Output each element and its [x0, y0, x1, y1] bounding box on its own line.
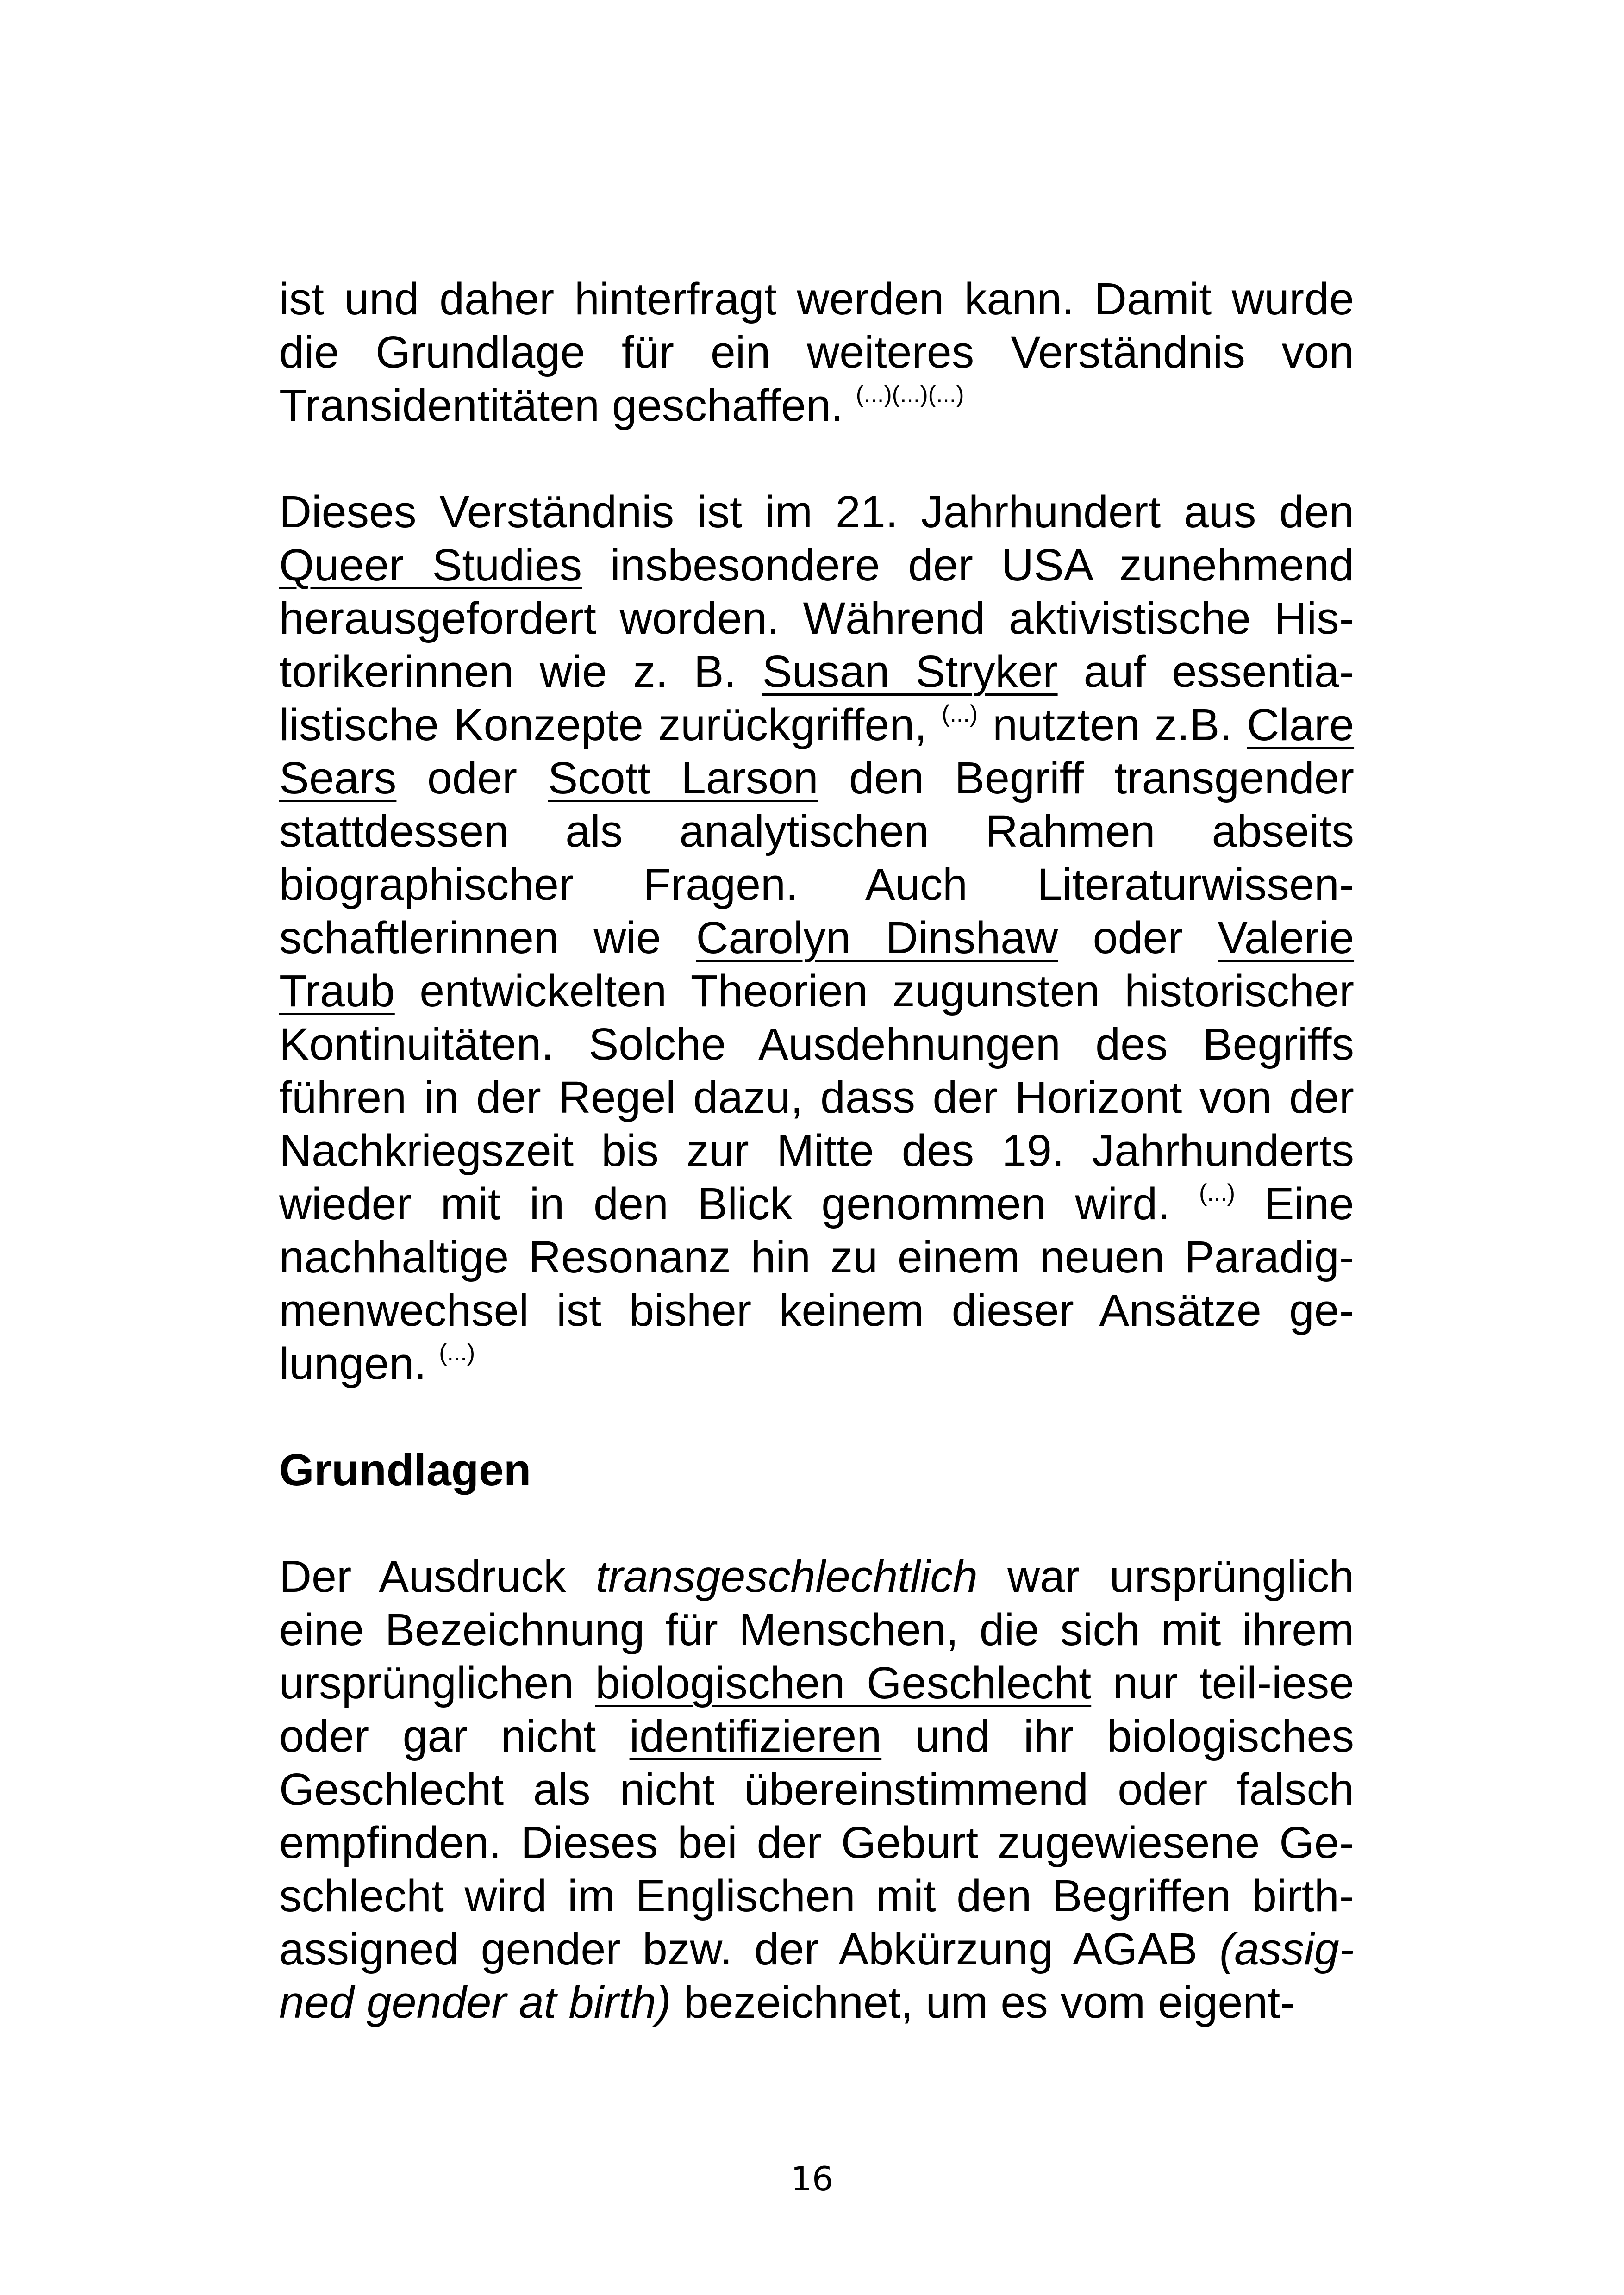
text: war ursprünglich eine Bezeichnung für Menschen, die sich mit ihrem ursprünglichen	[279, 1551, 1355, 1708]
page-content	[279, 272, 1354, 2029]
paragraph-queer-studies	[279, 485, 1354, 1390]
text: Eine nachhaltige Resonanz hin zu einem neuen Paradigmenwechsel ist bisher keinem dieser Ansätze gelungen.	[279, 1179, 1354, 1389]
text: nur teil-iese oder gar nicht	[279, 1658, 1355, 1761]
link-queer-studies[interactable]: Queer Studies	[279, 540, 582, 590]
emphasis-term: transgeschlechtlich	[595, 1551, 978, 1602]
link-carolyn-dinshaw[interactable]: Carolyn Dinshaw	[696, 912, 1058, 963]
emphasis-term: (assigned gender at birth)	[279, 1924, 1354, 2027]
text: insbesondere der USA zunehmend herausgefordert worden. Während aktivistische Historikerinnen wie z. B.	[279, 540, 1354, 697]
link-susan-stryker[interactable]: Susan Stryker	[762, 646, 1058, 697]
paragraph-grundlagen	[279, 1550, 1354, 2029]
text: Dieses Verständnis ist im 21. Jahrhundert aus den	[279, 486, 1354, 537]
text: oder	[1093, 912, 1183, 963]
omission-marker: (...)	[856, 381, 892, 408]
omission-marker: (...)	[1199, 1179, 1236, 1206]
link-biologisches-geschlecht[interactable]: biologischen Geschlecht	[595, 1658, 1092, 1708]
text: den Begriff transgender stattdessen als analytischen Rahmen abseits biographischer Fragen. Auch Literaturwissenschaftlerinnen wie	[279, 753, 1355, 963]
paragraph-spacer	[279, 1497, 1354, 1550]
text: nutzten z.B.	[993, 699, 1232, 750]
text: oder	[427, 753, 518, 803]
text: auf essentialistische Konzepte zurückgriffen,	[279, 646, 1355, 750]
page-number: 16	[791, 2159, 833, 2198]
link-identifizieren[interactable]: identifizieren	[629, 1711, 882, 1761]
omission-marker: (...)	[439, 1339, 475, 1366]
paragraph-intro	[279, 272, 1354, 432]
text: Der Ausdruck	[279, 1551, 566, 1602]
text: ist und daher hinterfragt werden kann. Damit wurde die Grundlage für ein weiteres Verständnis von Transidentitäten geschaffen.	[279, 274, 1354, 430]
link-clare-sears[interactable]: Clare Sears	[279, 699, 1355, 803]
link-valerie-traub[interactable]: Valerie Traub	[279, 912, 1355, 1016]
text: bezeichnet, um es vom eigent-	[683, 1977, 1295, 2027]
paragraph-spacer	[279, 1390, 1354, 1443]
paragraph-spacer	[279, 432, 1354, 485]
link-scott-larson[interactable]: Scott Larson	[548, 753, 818, 803]
text: entwickelten Theorien zugunsten historischer Kontinuitäten. Solche Ausdehnungen des Begriffs führen in der Regel dazu, dass der Horizont von der Nachkriegszeit bis zur Mitte des 19. Jahrhunderts wieder mit in den Blick genommen wird.	[279, 966, 1355, 1229]
section-heading: Grundlagen	[279, 1445, 531, 1495]
omission-marker: (...)	[892, 381, 928, 408]
omission-marker: (...)	[942, 700, 978, 727]
omission-marker: (...)	[928, 381, 964, 408]
text: und ihr biologisches Geschlecht als nicht übereinstimmend oder falsch empfinden. Dieses bei der Geburt zugewiesene Geschlecht wird im Englischen mit den Begriffen birthassigned gender bzw. der Abkürzung AGAB	[279, 1711, 1355, 1974]
